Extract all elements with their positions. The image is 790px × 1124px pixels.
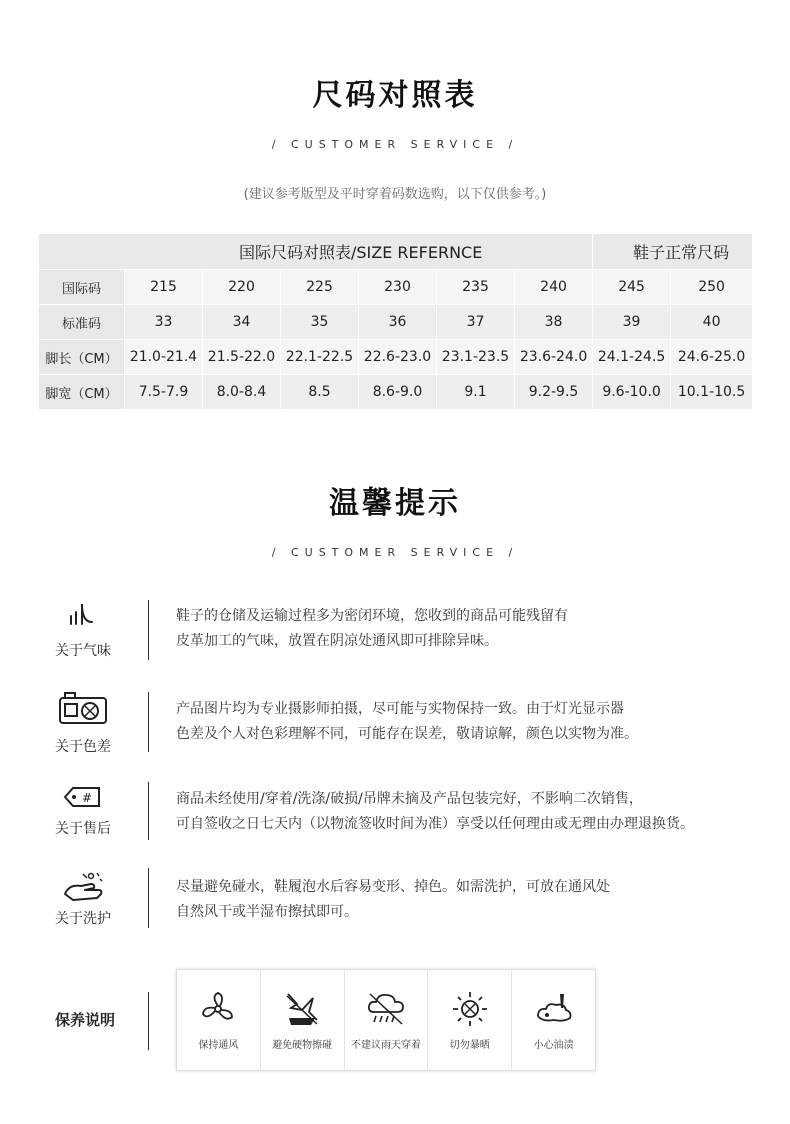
tip-text bbox=[176, 604, 776, 654]
fan-icon bbox=[199, 990, 237, 1028]
care-item-label: 不建议雨天穿着 bbox=[350, 1040, 421, 1051]
tip-divider bbox=[148, 868, 149, 928]
table-cell: 38 bbox=[515, 305, 593, 340]
table-cell: 250 bbox=[671, 270, 753, 305]
care-item-label: 保持通风 bbox=[198, 1040, 239, 1051]
camera-icon bbox=[50, 690, 116, 726]
tips-subtitle: / CUSTOMER SERVICE / bbox=[271, 546, 519, 559]
table-cell: 23.1-23.5 bbox=[437, 340, 515, 375]
care-item-rain bbox=[345, 970, 429, 1070]
table-cell: 40 bbox=[671, 305, 753, 340]
table-cell: 33 bbox=[125, 305, 203, 340]
tip-line: 色差及个人对色彩理解不同，可能存在误差，敬请谅解，颜色以实物为准。 bbox=[176, 726, 638, 742]
table-cell: 36 bbox=[359, 305, 437, 340]
table-cell: 8.0-8.4 bbox=[203, 375, 281, 410]
table-row bbox=[39, 340, 753, 375]
tip-label: 关于售后 bbox=[55, 821, 111, 837]
size-table-title: 国际尺码对照表/SIZE REFERNCE bbox=[39, 234, 593, 270]
table-cell: 22.6-23.0 bbox=[359, 340, 437, 375]
care-item-label: 小心油渍 bbox=[533, 1040, 574, 1051]
tip-text bbox=[176, 875, 776, 925]
table-cell: 24.6-25.0 bbox=[671, 340, 753, 375]
table-cell: 23.6-24.0 bbox=[515, 340, 593, 375]
tip-divider bbox=[148, 692, 149, 752]
rain-icon bbox=[366, 990, 406, 1028]
table-cell: 10.1-10.5 bbox=[671, 375, 753, 410]
tip-divider bbox=[148, 600, 149, 660]
table-cell: 9.2-9.5 bbox=[515, 375, 593, 410]
table-cell: 24.1-24.5 bbox=[593, 340, 671, 375]
smell-icon bbox=[50, 600, 116, 630]
svg-text:#: # bbox=[82, 791, 93, 805]
care-item-hard-objects bbox=[261, 970, 345, 1070]
tip-label: 关于洗护 bbox=[55, 911, 111, 927]
table-cell: 225 bbox=[281, 270, 359, 305]
table-cell: 9.1 bbox=[437, 375, 515, 410]
tip-divider bbox=[148, 782, 149, 840]
size-chart-title: 尺码对照表 bbox=[312, 78, 478, 113]
table-cell: 230 bbox=[359, 270, 437, 305]
size-chart-note: (建议参考版型及平时穿着码数选购，以下仅供参考。) bbox=[243, 187, 547, 202]
row-label: 国际码 bbox=[39, 270, 125, 305]
table-row bbox=[39, 305, 753, 340]
care-item-ventilation bbox=[177, 970, 261, 1070]
tip-line: 自然风干或半湿布擦拭即可。 bbox=[176, 904, 358, 920]
tip-line: 商品未经使用/穿着/洗涤/破损/吊牌未摘及产品包装完好，不影响二次销售， bbox=[176, 791, 643, 807]
row-label: 脚长（CM） bbox=[39, 340, 125, 375]
table-row bbox=[39, 270, 753, 305]
row-label: 脚宽（CM） bbox=[39, 375, 125, 410]
tip-line: 尽量避免碰水，鞋履泡水后容易变形、掉色。如需洗护，可放在通风处 bbox=[176, 879, 610, 895]
table-cell: 8.6-9.0 bbox=[359, 375, 437, 410]
tip-text bbox=[176, 697, 776, 747]
table-cell: 215 bbox=[125, 270, 203, 305]
care-item-label: 避免硬物擦碰 bbox=[272, 1040, 333, 1051]
tip-line: 皮革加工的气味，放置在阴凉处通风即可排除异味。 bbox=[176, 633, 498, 649]
table-cell: 22.1-22.5 bbox=[281, 340, 359, 375]
size-table-right-note: 鞋子正常尺码 bbox=[593, 234, 753, 270]
table-cell: 245 bbox=[593, 270, 671, 305]
table-cell: 240 bbox=[515, 270, 593, 305]
table-cell: 235 bbox=[437, 270, 515, 305]
care-item-sun bbox=[428, 970, 512, 1070]
table-cell: 8.5 bbox=[281, 375, 359, 410]
tip-text bbox=[176, 787, 786, 837]
table-cell: 9.6-10.0 bbox=[593, 375, 671, 410]
size-table-header bbox=[39, 234, 753, 270]
sun-icon bbox=[451, 990, 489, 1028]
wash-icon bbox=[50, 870, 116, 904]
table-cell: 34 bbox=[203, 305, 281, 340]
table-cell: 21.0-21.4 bbox=[125, 340, 203, 375]
table-cell: 7.5-7.9 bbox=[125, 375, 203, 410]
tip-line: 鞋子的仓储及运输过程多为密闭环境，您收到的商品可能残留有 bbox=[176, 608, 568, 624]
care-item-oil bbox=[512, 970, 595, 1070]
size-chart-subtitle: / CUSTOMER SERVICE / bbox=[271, 138, 519, 151]
table-cell: 39 bbox=[593, 305, 671, 340]
table-cell: 37 bbox=[437, 305, 515, 340]
table-cell: 220 bbox=[203, 270, 281, 305]
tip-line: 可自签收之日七天内（以物流签收时间为准）享受以任何理由或无理由办理退换货。 bbox=[176, 816, 694, 832]
table-row bbox=[39, 375, 753, 410]
tip-label: 关于气味 bbox=[55, 643, 111, 659]
table-cell: 21.5-22.0 bbox=[203, 340, 281, 375]
care-item-label: 切勿暴晒 bbox=[449, 1040, 490, 1051]
tag-icon bbox=[50, 784, 116, 810]
size-table bbox=[38, 233, 753, 410]
tips-title: 温馨提示 bbox=[329, 486, 461, 521]
care-label: 保养说明 bbox=[54, 1011, 115, 1029]
oil-icon bbox=[534, 990, 574, 1028]
row-label: 标准码 bbox=[39, 305, 125, 340]
hard-object-icon bbox=[283, 990, 321, 1028]
table-cell: 35 bbox=[281, 305, 359, 340]
care-panel bbox=[176, 969, 596, 1071]
care-divider bbox=[148, 992, 149, 1050]
tip-label: 关于色差 bbox=[55, 739, 111, 755]
tip-line: 产品图片均为专业摄影师拍摄，尽可能与实物保持一致。由于灯光显示器 bbox=[176, 701, 624, 717]
